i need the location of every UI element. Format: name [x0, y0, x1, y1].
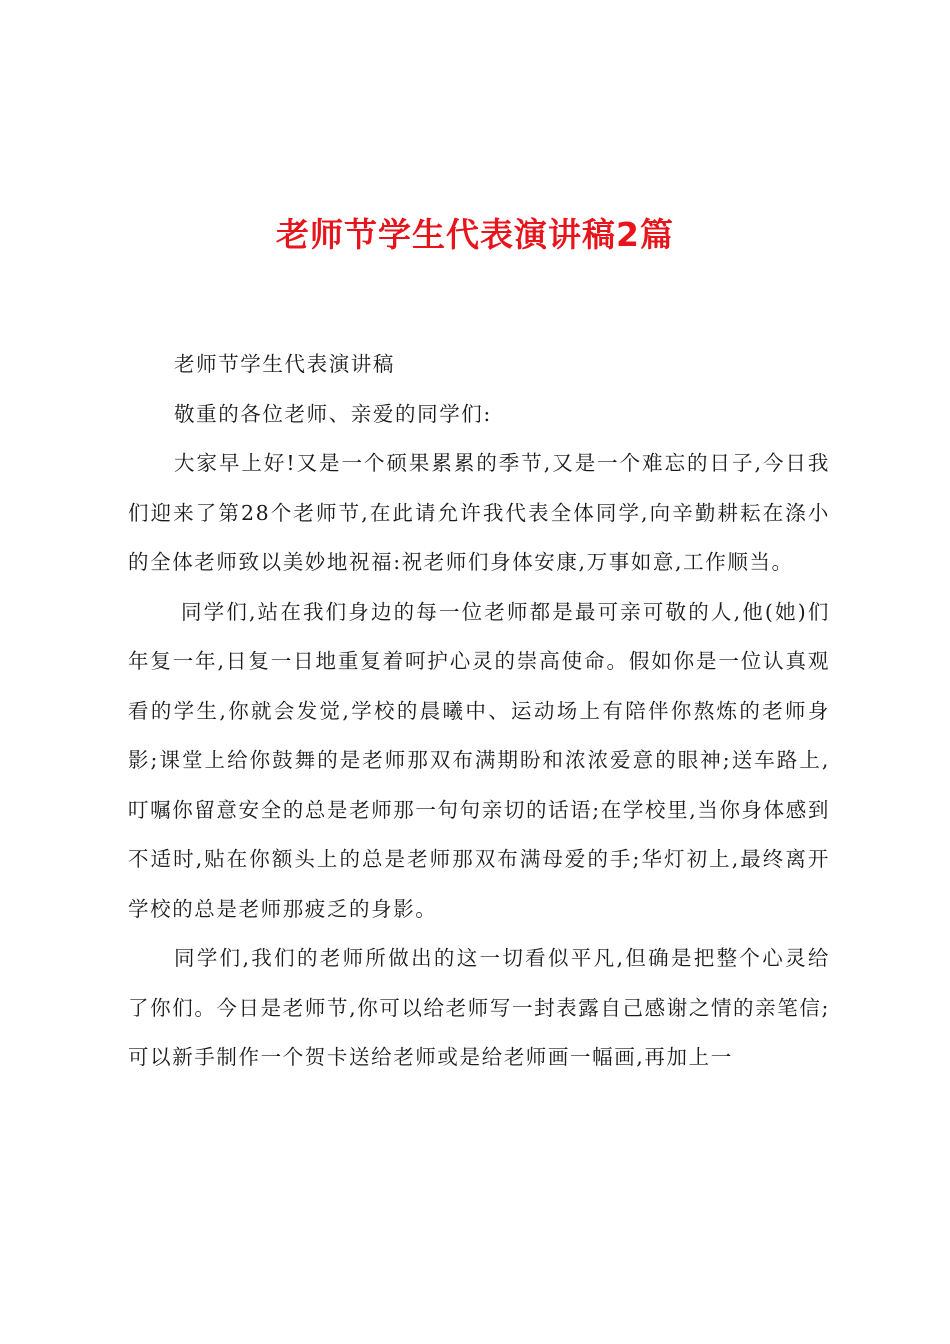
paragraph-appreciation: 同学们,我们的老师所做出的这一切看似平凡,但确是把整个心灵给了你们。今日是老师节,你可以给老师写一封表露自己感谢之情的亲笔信;可以新手制作一个贺卡送给老师或是给老师画一幅画,再加上一: [128, 946, 830, 1069]
paragraph-teachers: 同学们,站在我们身边的每一位老师都是最可亲可敬的人,他(她)们年复一年,日复一日地重复着呵护心灵的崇高使命。假如你是一位认真观看的学生,你就会发觉,学校的晨曦中、运动场上有陪伴你熬炼的老师身影;课堂上给你鼓舞的是老师那双布满期盼和浓浓爱意的眼神;送车路上,叮嘱你留意安全的总是老师那一句句亲切的话语;在学校里,当你身体感到不适时,贴在你额头上的总是老师那双布满母爱的手;华灯初上,最终离开学校的总是老师那疲乏的身影。: [128, 599, 830, 921]
document-body: [128, 340, 830, 1083]
paragraph-greeting: 大家早上好!又是一个硕果累累的季节,又是一个难忘的日子,今日我们迎来了第28个老师节,在此请允许我代表全体同学,向辛勤耕耘在涤小的全体老师致以美妙地祝福:祝老师们身体安康,万事如意,工作顺当。: [128, 451, 830, 574]
document-title: 老师节学生代表演讲稿2篇: [276, 215, 674, 254]
paragraph-subtitle: 老师节学生代表演讲稿: [174, 352, 395, 376]
paragraph-salutation: 敬重的各位老师、亲爱的同学们:: [174, 401, 492, 426]
